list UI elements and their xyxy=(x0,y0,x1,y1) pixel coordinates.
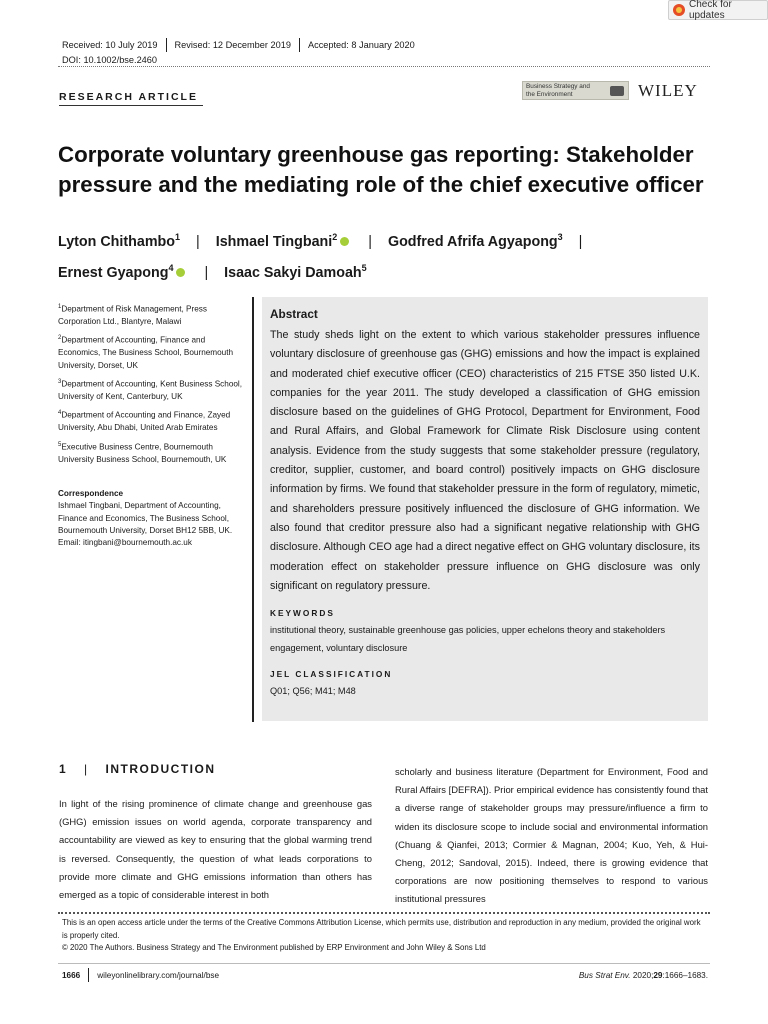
correspondence-email[interactable]: Email: itingbani@bournemouth.ac.uk xyxy=(58,538,192,548)
keywords-text: institutional theory, sustainable greenhouse gas policies, upper echelons theory and stakeholders engagement, voluntary disclosure xyxy=(270,625,666,654)
section-separator: | xyxy=(84,762,89,776)
author-affiliation-mark: 3 xyxy=(557,232,563,242)
affiliation-mark: 2 xyxy=(58,335,62,342)
copyright-text: © 2020 The Authors. Business Strategy and The Environment published by ERP Environment and John Wiley & Sons Ltd xyxy=(62,943,486,952)
revised-date: Revised: 12 December 2019 xyxy=(174,40,291,50)
article-type-underline xyxy=(59,105,203,106)
author-name[interactable]: Ernest Gyapong xyxy=(58,264,169,281)
orcid-icon[interactable] xyxy=(176,268,185,277)
jel-codes: Q01; Q56; M41; M48 xyxy=(270,686,356,697)
abstract-text: The study sheds light on the extent to which various stakeholder pressures influence voluntary disclosure of greenhouse gas (GHG) emissions and how the impact is explained and moderated chief executive officer (CEO) characteristics of 215 FTSE 350 listed U.K. companies for the year 2011. The study developed a classification of GHG emission disclosure based on the guidelines of GHG Protocol, Department for Environment, Food and Rural Affairs, and Global Framework for Climate Risk Disclosure using content analysis. Evidence from the study suggests that some stakeholder pressure (regulatory, creditor, supplier, customer, and board control) positively impacts on GHG disclosure information by firms. We found that stakeholder pressure in the form of regulatory, mimetic, and shareholders pressure positively influenced the disclosure of GHG information. We also found that creditor pressure also had a significant negative relationship with GHG disclosure. Although CEO age had a direct negative effect on GHG voluntary disclosure, its moderation effect on stakeholder pressure influence on GHG disclosure was only significant on regulatory pressure. xyxy=(270,329,700,592)
keywords-heading: KEYWORDS xyxy=(270,608,335,619)
article-title: Corporate voluntary greenhouse gas reporting: Stakeholder pressure and the mediating role of the chief executive officer xyxy=(58,142,704,197)
author-affiliation-mark: 1 xyxy=(175,232,181,242)
header-divider xyxy=(58,66,710,67)
author-name[interactable]: Godfred Afrifa Agyapong xyxy=(387,233,558,250)
citation-journal: Bus Strat Env. xyxy=(578,970,631,980)
crossmark-icon xyxy=(673,4,685,16)
abstract-content xyxy=(270,307,700,700)
affiliation-text: Department of Accounting and Finance, Zayed University, Abu Dhabi, United Arab Emirates xyxy=(58,411,231,433)
author-affiliation-mark: 5 xyxy=(361,262,367,273)
section-number: 1 xyxy=(59,762,68,776)
body-column-left: In light of the rising prominence of climate change and greenhouse gas (GHG) emission issues on world agenda, corporate transparency and accountability are viewed as key to ensuring that the global warming trend is reversed. Consequently, the question of what leads corporations to provide more climate and GHG emissions information than others has emerged as a topic of considerable interest in both xyxy=(59,798,372,901)
abstract-heading: Abstract xyxy=(270,307,318,321)
date-divider xyxy=(166,38,167,52)
affiliation-mark: 3 xyxy=(58,378,62,385)
journal-logo xyxy=(522,81,629,100)
affiliation-item xyxy=(58,407,244,434)
affiliation-text: Executive Business Centre, Bournemouth University Business School, Bournemouth, UK xyxy=(58,442,227,464)
citation-year: 2020; xyxy=(632,970,654,980)
jel-heading: JEL CLASSIFICATION xyxy=(270,669,393,680)
journal-logo-icon xyxy=(610,86,624,96)
author-name[interactable]: Lyton Chithambo xyxy=(58,233,176,250)
affiliations xyxy=(58,301,244,470)
orcid-icon[interactable] xyxy=(340,237,349,246)
license-divider xyxy=(58,912,710,914)
affiliation-text: Department of Accounting, Finance and Economics, The Business School, Bournemouth University, Dorset, UK xyxy=(58,336,234,370)
author-separator: | xyxy=(368,233,372,250)
author-separator: | xyxy=(196,233,200,250)
section-title: INTRODUCTION xyxy=(105,762,216,776)
page-number: 1666 xyxy=(62,970,81,980)
citation xyxy=(579,971,708,980)
correspondence-body: Ishmael Tingbani, Department of Accounting, Finance and Economics, The Business School, Bournemouth University, Dorset BH12 5BB, UK. xyxy=(58,501,233,535)
affiliation-item xyxy=(58,376,244,403)
check-updates-label: Check for updates xyxy=(689,0,732,21)
journal-url[interactable]: wileyonlinelibrary.com/journal/bse xyxy=(97,970,220,980)
author-separator: | xyxy=(578,233,583,250)
author-affiliation-mark: 2 xyxy=(332,232,338,242)
correspondence xyxy=(58,488,244,549)
citation-volume: 29 xyxy=(653,970,663,980)
author-name[interactable]: Ishmael Tingbani xyxy=(215,233,333,250)
footer-divider xyxy=(58,963,710,964)
affiliation-item xyxy=(58,301,244,328)
footer-separator xyxy=(88,968,89,982)
section-heading xyxy=(59,762,216,776)
journal-logo-text: Business Strategy and the Environment xyxy=(526,83,590,98)
abstract-left-rule xyxy=(252,297,254,722)
affiliation-text: Department of Accounting, Kent Business School, University of Kent, Canterbury, UK xyxy=(58,379,243,401)
article-type: RESEARCH ARTICLE xyxy=(59,91,198,103)
accepted-date: Accepted: 8 January 2020 xyxy=(307,40,415,50)
publisher-logo: WILEY xyxy=(638,81,698,100)
author-affiliation-mark: 4 xyxy=(168,262,174,273)
affiliation-mark: 1 xyxy=(58,304,62,310)
body-column-right: scholarly and business literature (Department for Environment, Food and Rural Affairs [DEFRA]). Prior empirical evidence has consistently found that a diverse range of stakeholder groups may pressure/influence a firm to widen its disclosure scope to include social and environmental information (Chuang & Qianfei, 2013; Cormier & Magnan, 2004; Kuo, Yeh, & Hui-Cheng, 2012; Sandoval, 2015). Indeed, there is growing evidence that corporations are now positioning themselves to respond to various institutional pressures xyxy=(395,766,708,905)
affiliation-text: Department of Risk Management, Press Corporation Ltd., Blantyre, Malawi xyxy=(58,304,207,327)
author-list xyxy=(58,224,718,286)
date-divider xyxy=(299,38,300,52)
author-separator: | xyxy=(204,264,209,281)
correspondence-heading: Correspondence xyxy=(58,489,124,498)
license-text: This is an open access article under the terms of the Creative Commons Attribution License, which permits use, distribution and reproduction in any medium, provided the original work is properly cited. xyxy=(62,918,701,940)
check-for-updates-button[interactable] xyxy=(668,0,768,20)
article-dates xyxy=(62,38,415,52)
citation-pages: :1666–1683. xyxy=(662,970,708,980)
affiliation-item xyxy=(58,439,244,466)
affiliation-mark: 5 xyxy=(58,441,62,448)
page-footer xyxy=(62,968,708,982)
doi[interactable]: DOI: 10.1002/bse.2460 xyxy=(62,55,158,65)
author-name[interactable]: Isaac Sakyi Damoah xyxy=(224,264,362,281)
affiliation-item xyxy=(58,332,244,372)
license-notice xyxy=(62,917,708,955)
affiliation-mark: 4 xyxy=(58,410,62,417)
received-date: Received: 10 July 2019 xyxy=(62,40,158,50)
